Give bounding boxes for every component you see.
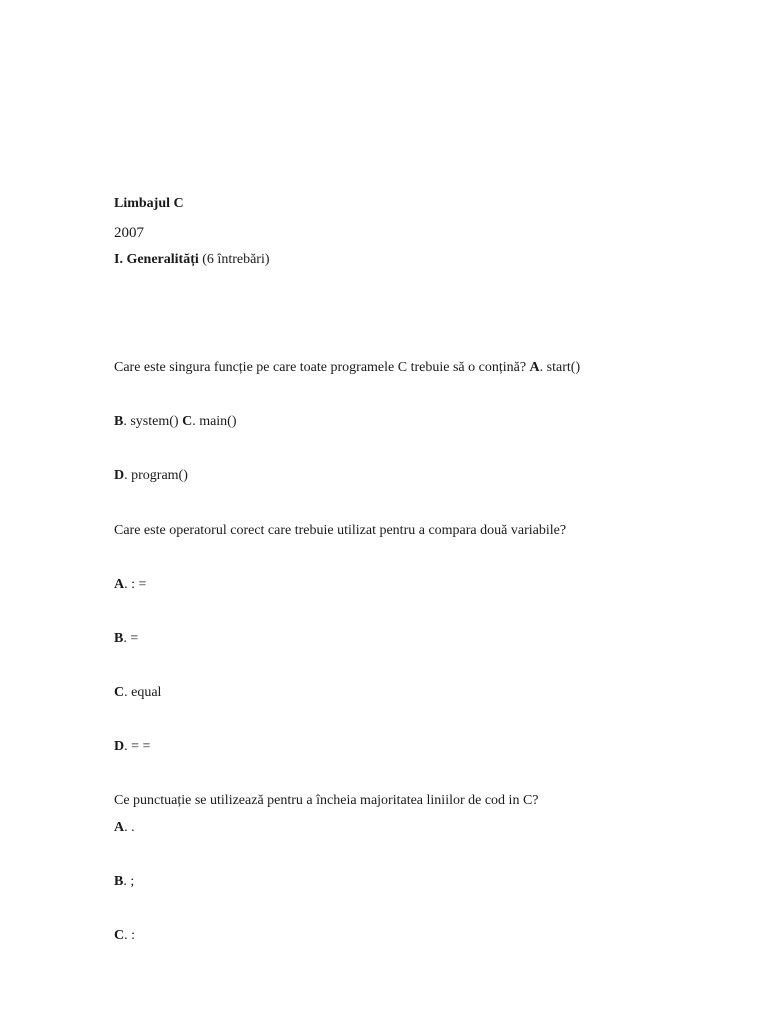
q2-option-d-letter: D [114,739,125,754]
q2-option-b-text: . = [123,631,139,646]
question-2-text: Care este operatorul corect care trebuie utilizat pentru a compara două variabile? [114,523,567,538]
question-2-option-b [114,631,138,647]
question-3-option-a [114,820,135,836]
document-title: Limbajul C [114,196,184,211]
q1-option-c-letter: C [182,414,193,429]
q2-option-a-text: . : = [124,577,147,592]
q1-option-d-text: . program() [124,468,188,483]
q2-option-d-text: . = = [124,739,151,754]
question-2-option-d [114,739,150,755]
question-3-text: Ce punctuație se utilizează pentru a încheia majoritatea liniilor de cod in C? [114,793,539,808]
q1-option-a-text: . start() [539,360,581,375]
question-3-option-b [114,874,134,890]
question-3-option-c [114,928,135,944]
question-1-line [114,360,580,376]
document-year: 2007 [114,225,144,241]
q3-option-a-letter: A [114,820,125,835]
question-1-option-d [114,468,188,484]
q1-option-d-letter: D [114,468,125,483]
q2-option-c-letter: C [114,685,125,700]
q1-option-b-text: . system() [123,414,179,429]
q2-option-c-text: . equal [124,685,162,700]
q3-option-b-text: . ; [123,874,135,889]
q3-option-c-text: . : [124,928,136,943]
q3-option-c-letter: C [114,928,125,943]
q3-option-a-text: . . [124,820,135,835]
section-label: I. Generalități [114,252,199,267]
section-note: (6 întrebări) [202,252,270,267]
q2-option-a-letter: A [114,577,125,592]
q1-option-b-letter: B [114,414,124,429]
question-2-option-c [114,685,161,701]
question-2-option-a [114,577,146,593]
question-1-options-bc [114,414,237,430]
q1-option-a-letter: A [529,360,540,375]
q3-option-b-letter: B [114,874,124,889]
q2-option-b-letter: B [114,631,124,646]
section-heading [114,252,270,268]
q1-option-c-text: . main() [192,414,237,429]
question-1-text: Care este singura funcție pe care toate programele C trebuie să o conțină? [114,360,527,375]
